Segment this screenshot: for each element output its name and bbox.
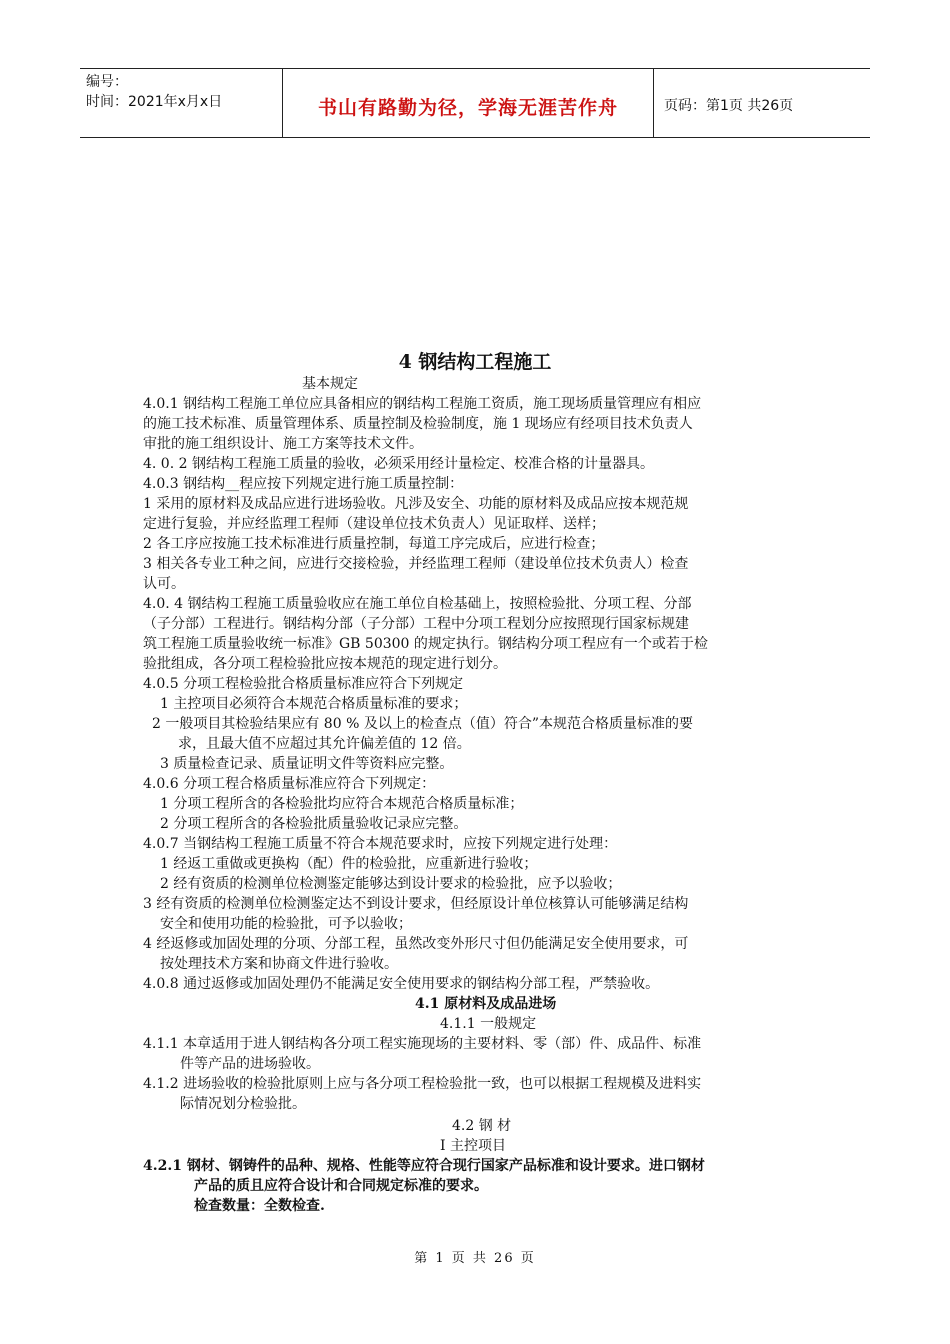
date-label: 时间：2021年x月x日 [86,94,223,110]
text-line: 3 相关各专业工种之间，应进行交接检验，并经监理工程师（建设单位技术负责人）检查 [143,556,689,572]
text-line: 4.1.1 本章适用于进人钢结构各分项工程实施现场的主要材料、零（部）件、成品件、标准 [143,1036,702,1052]
text-line: 1 主控项目必须符合本规范合格质量标准的要求； [160,696,468,712]
text-line: 求，且最大值不应超过其允许偏差值的 12 倍。 [178,736,471,752]
text-line: 1 分项工程所含的各检验批均应符合本规范合格质量标准； [160,796,524,812]
section-heading-4-1: 4.1 原材料及成品进场 [415,996,557,1012]
text-line: 3 经有资质的检测单位检测鉴定达不到设计要求，但经原设计单位核算认可能够满足结构 [143,896,689,912]
text-line: 4.0.1 钢结构工程施工单位应具备相应的钢结构工程施工资质，施工现场质量管理应有相应 [143,396,702,412]
text-line: 2 经有资质的检测单位检测鉴定能够达到设计要求的检验批，应予以验收； [160,876,622,892]
section-heading-4-2: 4.2 钢 材 [452,1118,512,1134]
text-line: 2 一般项目其检验结果应有 80 % 及以上的检查点（值）符合”本规范合格质量标准的要 [152,716,693,732]
text-line: 1 经返工重做或更换构（配）件的检验批，应重新进行验收； [160,856,538,872]
text-line: 1 采用的原材料及成品应进行进场验收。凡涉及安全、功能的原材料及成品应按本规范规 [143,496,689,512]
text-line: 定进行复验，并应经监理工程师（建设单位技术负责人）见证取样、送样； [143,516,605,532]
text-line: 按处理技术方案和协商文件进行验收。 [160,956,398,972]
motto-text: 书山有路勤为径，学海无涯苦作舟 [317,97,618,119]
text-line: 4.0.3 钢结构__程应按下列规定进行施工质量控制： [143,476,464,492]
text-line: 4.0.7 当钢结构工程施工质量不符合本规范要求时，应按下列规定进行处理： [143,836,618,852]
page-footer: 第 1 页 共 26 页 [414,1251,536,1266]
text-line: 2 分项工程所含的各检验批质量验收记录应完整。 [160,816,468,832]
text-line: （子分部）工程进行。钢结构分部（子分部）工程中分项工程划分应按照现行国家标规建 [143,616,689,632]
text-line: 审批的施工组织设计、施工方案等技术文件。 [143,436,423,452]
header-motto-cell [283,69,654,137]
text-line: 验批组成，各分项工程检验批应按本规范的现定进行划分。 [143,656,507,672]
text-line-bold: 产品的质且应符合设计和合同规定标准的要求。 [194,1178,488,1194]
text-line: 4.0. 4 钢结构工程施工质量验收应在施工单位自检基础上，按照检验批、分项工程、分部 [143,596,692,612]
text-line: 4.0.8 通过返修或加固处理仍不能满足安全使用要求的钢结构分部工程，严禁验收。 [143,976,660,992]
page-title: 4 钢结构工程施工 [398,351,552,373]
text-line: 的施工技术标准、质量管理体系、质量控制及检验制度，施 1 现场应有经项目技术负责人 [143,416,693,432]
page-info: 页码：第1页 共26页 [664,98,794,114]
text-line: 认可。 [143,576,185,592]
text-line: 安全和使用功能的检验批，可予以验收； [160,916,412,932]
subsection-heading-main-control: I 主控项目 [440,1138,506,1154]
text-line: 筑工程施工质量验收统一标准》GB 50300 的规定执行。钢结构分项工程应有一个或若于检 [143,636,708,652]
text-line: 件等产品的进场验收。 [180,1056,320,1072]
text-line: 4.1.2 进场验收的检验批原则上应与各分项工程检验批一致，也可以根据工程规模及进料实 [143,1076,702,1092]
text-line: 2 各工序应按施工技术标准进行质量控制，每道工序完成后，应进行检查； [143,536,605,552]
section-heading-basic: 基本规定 [302,376,358,392]
text-line: 3 质量检查记录、质量证明文件等资料应完整。 [160,756,454,772]
number-label: 编号： [86,74,128,90]
subsection-heading: 4.1.1 一般规定 [440,1016,537,1032]
header-page-cell [654,69,870,137]
document-header [80,68,870,138]
text-line-bold: 4.2.1 钢材、钢铸件的品种、规格、性能等应符合现行国家产品标准和设计要求。进口钢材 [143,1158,705,1174]
text-line: 4.0.6 分项工程合格质量标准应符合下列规定： [143,776,436,792]
text-line: 4.0.5 分项工程检验批合格质量标准应符合下列规定 [143,676,464,692]
text-line: 4 经返修或加固处理的分项、分部工程，虽然改变外形尺寸但仍能满足安全使用要求，可 [143,936,689,952]
text-line-bold: 检查数量：全数检查. [194,1198,325,1214]
header-meta-cell [80,69,283,137]
text-line: 际情况划分检验批。 [180,1096,306,1112]
text-line: 4. 0. 2 钢结构工程施工质量的验收，必须采用经计量检定、校准合格的计量器具。 [143,456,654,472]
